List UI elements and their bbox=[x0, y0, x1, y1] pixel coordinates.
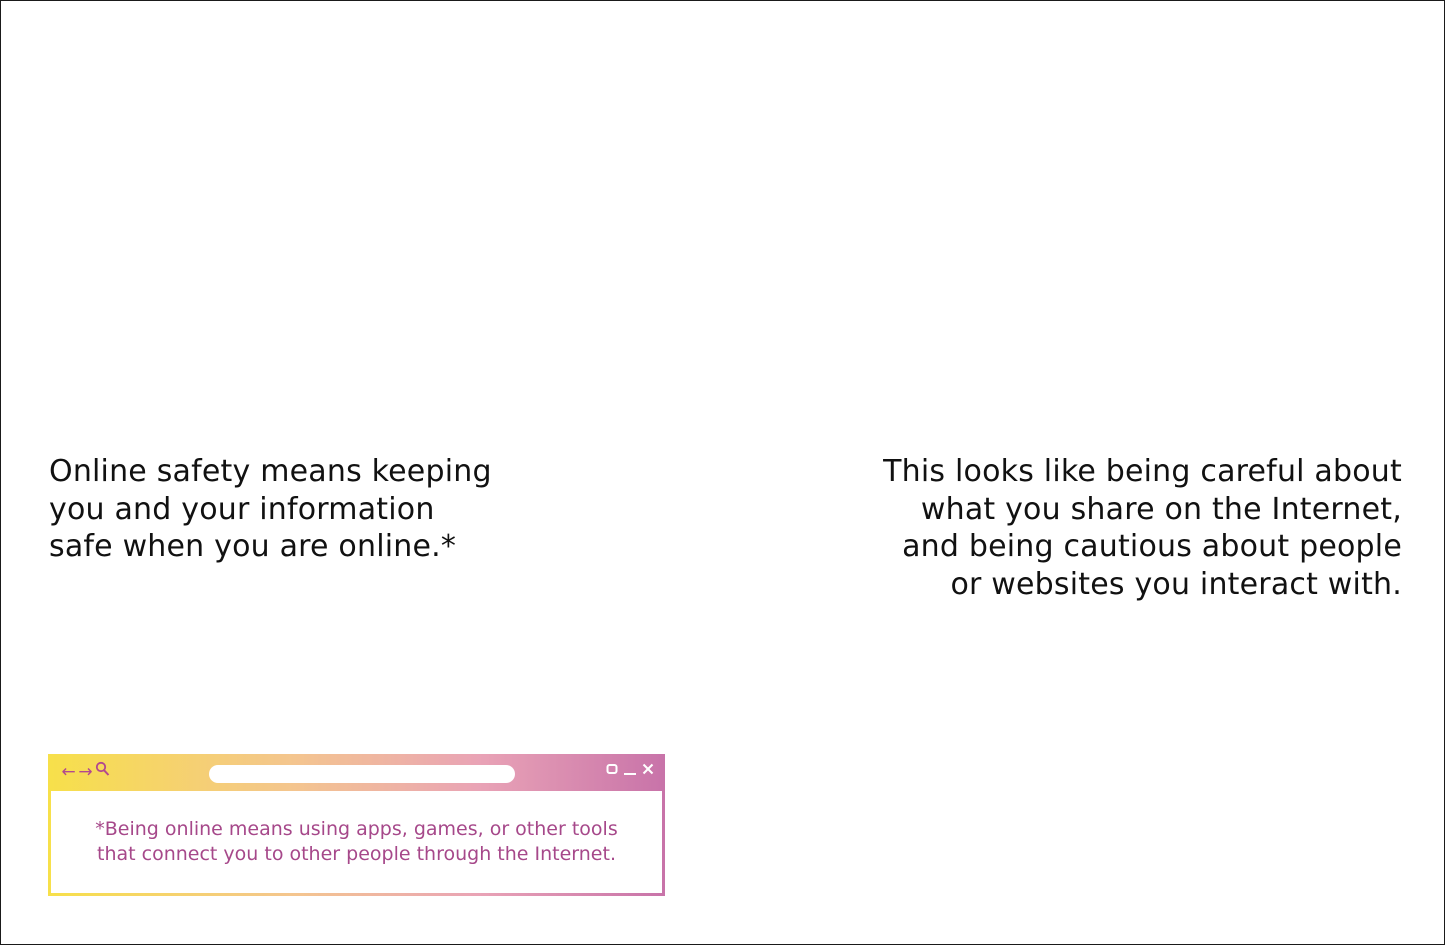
browser-window-illustration bbox=[48, 754, 665, 896]
explanation-paragraph bbox=[802, 453, 1402, 603]
explanation-line-4: or websites you interact with. bbox=[950, 566, 1402, 602]
browser-nav-icons bbox=[61, 761, 110, 783]
browser-content-area bbox=[51, 791, 662, 893]
explanation-line-2: what you share on the Internet, bbox=[920, 491, 1402, 527]
browser-url-bar bbox=[209, 765, 515, 783]
explanation-line-3: and being cautious about people bbox=[902, 529, 1402, 564]
minimize-icon bbox=[623, 761, 637, 783]
magnifier-icon bbox=[95, 761, 110, 783]
footnote-line-2: that connect you to other people through the Internet. bbox=[97, 843, 616, 865]
close-icon bbox=[642, 761, 654, 783]
intro-line-3: safe when you are online.* bbox=[49, 529, 457, 564]
arrow-left-icon: ← bbox=[61, 762, 76, 782]
footnote-line-1: *Being online means using apps, games, or other tools bbox=[95, 818, 618, 840]
intro-paragraph bbox=[49, 453, 569, 566]
intro-line-1: Online safety means keeping bbox=[49, 454, 492, 489]
intro-line-2: you and your information bbox=[49, 491, 435, 527]
footnote-text bbox=[51, 817, 662, 867]
square-icon bbox=[606, 761, 618, 783]
browser-window-controls bbox=[606, 761, 654, 783]
browser-titlebar bbox=[51, 757, 662, 791]
explanation-line-1: This looks like being careful about bbox=[883, 454, 1402, 489]
arrow-right-icon: → bbox=[78, 762, 93, 782]
